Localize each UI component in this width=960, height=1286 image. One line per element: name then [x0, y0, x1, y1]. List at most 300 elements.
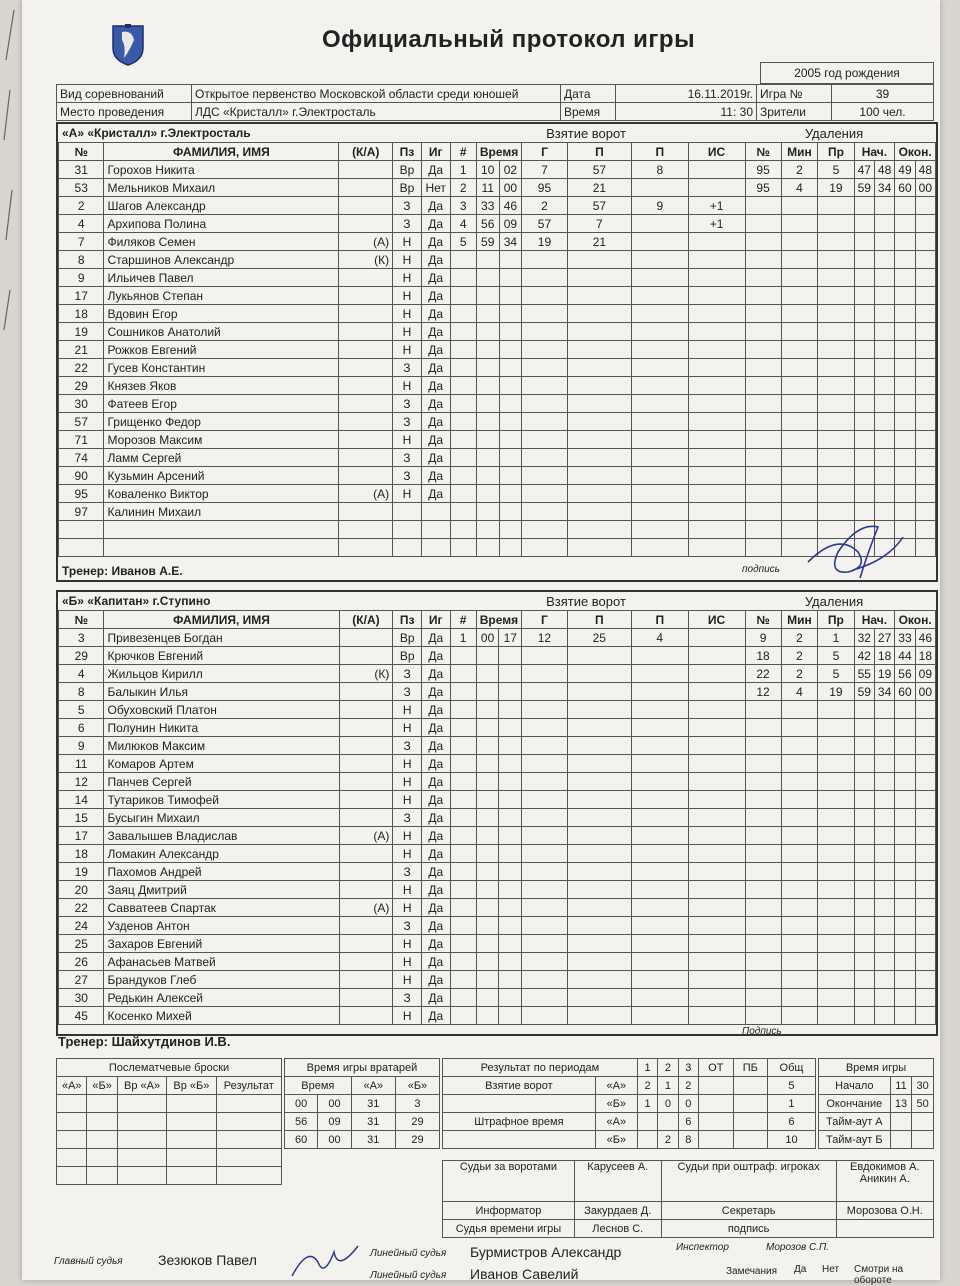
cell: Фатеев Егор	[104, 395, 339, 413]
cell: Обуховский Платон	[104, 701, 339, 719]
cell: 50	[912, 1095, 934, 1113]
cell: Нач.	[854, 611, 895, 629]
cell: 18	[745, 647, 781, 665]
cell: Рожков Евгений	[104, 341, 339, 359]
cell: Да	[421, 935, 450, 953]
cell: 11	[59, 755, 104, 773]
cell: «Б»	[595, 1095, 637, 1113]
cell: «А»	[595, 1113, 637, 1131]
cell: 8	[632, 161, 689, 179]
cell: Балыкин Илья	[104, 683, 339, 701]
cell: Н	[393, 881, 422, 899]
cell: 18	[915, 647, 935, 665]
table-row	[59, 485, 936, 503]
cell: 31	[351, 1113, 395, 1131]
cell: 2	[678, 1077, 698, 1095]
cell	[339, 215, 393, 233]
cell: Мин	[781, 611, 818, 629]
cell: 59	[854, 179, 874, 197]
table-row	[59, 269, 936, 287]
cell: Н	[393, 323, 422, 341]
cell	[339, 917, 393, 935]
table-row	[59, 863, 936, 881]
cell: 19	[522, 233, 567, 251]
linesman1-name: Бурмистров Александр	[470, 1244, 622, 1260]
cell: 60	[895, 179, 915, 197]
cell	[733, 1113, 767, 1131]
cell: Да	[421, 719, 450, 737]
cell: Да	[421, 341, 450, 359]
cell: 25	[567, 629, 631, 647]
cell: П	[632, 143, 689, 161]
team-a-block	[56, 122, 938, 582]
cell: 34	[874, 179, 894, 197]
cell	[912, 1113, 934, 1131]
cell: Н	[393, 791, 422, 809]
table-row	[59, 683, 936, 701]
cell: 21	[567, 179, 631, 197]
cell: 46	[499, 197, 522, 215]
cell: 5	[818, 665, 854, 683]
cell	[339, 935, 393, 953]
shootouts-table	[56, 1058, 282, 1198]
team-a-goals-title: Взятие ворот	[546, 126, 626, 141]
summary-table	[818, 1058, 934, 1149]
cell	[339, 989, 393, 1007]
inspector-name: Морозов С.П.	[766, 1242, 830, 1253]
cell: 9	[745, 629, 781, 647]
cell	[637, 1131, 657, 1149]
cell: 57	[522, 215, 567, 233]
cell: «Б»	[595, 1131, 637, 1149]
cell: 1	[818, 629, 854, 647]
cell: Пр	[818, 143, 854, 161]
table-row	[59, 215, 936, 233]
cell: 6	[678, 1113, 698, 1131]
periods-table	[442, 1058, 816, 1158]
cell: 2	[781, 629, 818, 647]
cell: Да	[421, 953, 450, 971]
margin-scribble	[0, 0, 22, 420]
officials-row	[50, 1242, 940, 1286]
cell	[421, 503, 450, 521]
cell: Взятие ворот	[443, 1077, 596, 1095]
cell: 0	[678, 1095, 698, 1113]
officials-table	[442, 1160, 934, 1246]
cell: 95	[59, 485, 104, 503]
cell: 17	[59, 827, 104, 845]
cell: 59	[854, 683, 874, 701]
cell: 19	[59, 863, 104, 881]
cell: Да	[421, 287, 450, 305]
cell: Ломакин Александр	[104, 845, 339, 863]
cell: ИС	[688, 143, 745, 161]
cell: Старшинов Александр	[104, 251, 339, 269]
cell: Полунин Никита	[104, 719, 339, 737]
cell: Да	[421, 251, 450, 269]
cell: №	[59, 143, 104, 161]
cell: Окончание	[819, 1095, 891, 1113]
cell: 90	[59, 467, 104, 485]
cell: 00	[476, 629, 499, 647]
cell: Шагов Александр	[104, 197, 339, 215]
table-row	[59, 827, 936, 845]
cell	[339, 701, 393, 719]
cell: 29	[395, 1131, 439, 1149]
cell: «Б»	[87, 1077, 117, 1095]
cell: Да	[421, 917, 450, 935]
table-row	[59, 971, 936, 989]
cell: Тайм-аут А	[819, 1113, 891, 1131]
cell: Да	[421, 269, 450, 287]
cell: Иг	[421, 143, 450, 161]
cell: Горохов Никита	[104, 161, 339, 179]
cell: Тайм-аут Б	[819, 1131, 891, 1149]
cell	[339, 323, 393, 341]
summary-block	[56, 1052, 934, 1248]
cell: (А)	[339, 827, 393, 845]
cell: «А»	[351, 1077, 395, 1095]
linesman-label-2: Линейный судья	[370, 1270, 447, 1281]
cell: 21	[567, 233, 631, 251]
cell: 3	[678, 1059, 698, 1077]
team-a-pen-title: Удаления	[804, 126, 864, 141]
cell: 1	[767, 1095, 815, 1113]
cell: 5	[818, 161, 854, 179]
cell: Да	[421, 809, 450, 827]
cell: Вр	[393, 161, 422, 179]
cell: Время игры	[819, 1059, 934, 1077]
table-row	[59, 809, 936, 827]
cell: Бусыгин Михаил	[104, 809, 339, 827]
cell: Редькин Алексей	[104, 989, 339, 1007]
cell: Савватеев Спартак	[104, 899, 339, 917]
cell: Время	[285, 1077, 352, 1095]
cell: Калинин Михаил	[104, 503, 339, 521]
team-a-name: «А» «Кристалл» г.Электросталь	[62, 126, 251, 140]
cell: Н	[393, 953, 422, 971]
cell: Штрафное время	[443, 1113, 596, 1131]
cell: Общ	[767, 1059, 815, 1077]
cell	[339, 647, 393, 665]
cell	[339, 791, 393, 809]
cell: З	[393, 395, 422, 413]
cell: Да	[421, 467, 450, 485]
cell	[339, 449, 393, 467]
cell	[890, 1113, 912, 1131]
cell: 19	[818, 179, 854, 197]
team-b-pen-title: Удаления	[804, 594, 864, 609]
cell: 00	[915, 683, 935, 701]
cell	[632, 179, 689, 197]
cell: 00	[318, 1131, 351, 1149]
cell: 11	[890, 1077, 912, 1095]
cell: Да	[421, 1007, 450, 1025]
cell: 12	[59, 773, 104, 791]
cell: ИС	[688, 611, 745, 629]
cell	[688, 233, 745, 251]
cell: 26	[59, 953, 104, 971]
cell: 71	[59, 431, 104, 449]
goalie-times-table	[284, 1058, 440, 1158]
cell: Мельников Михаил	[104, 179, 339, 197]
cell: 12	[745, 683, 781, 701]
cell: Иг	[421, 611, 450, 629]
cell: Н	[393, 827, 422, 845]
cell: Пз	[393, 143, 422, 161]
team-a-sign-label: подпись	[742, 564, 780, 575]
cell	[339, 845, 393, 863]
table-row	[59, 899, 936, 917]
cell: 25	[59, 935, 104, 953]
cell: 20	[59, 881, 104, 899]
table-row	[59, 503, 936, 521]
cell: 3	[59, 629, 104, 647]
cell: 8	[59, 683, 104, 701]
summary-table	[442, 1160, 934, 1238]
cell: Н	[393, 305, 422, 323]
team-b-block	[56, 590, 938, 1036]
cell: 4	[59, 215, 104, 233]
cell: Сошников Анатолий	[104, 323, 339, 341]
cell: 2	[637, 1077, 657, 1095]
cell: +1	[688, 197, 745, 215]
cell	[890, 1131, 912, 1149]
cell: 7	[522, 161, 567, 179]
cell: «А»	[595, 1077, 637, 1095]
cell	[658, 1113, 678, 1131]
cell: 4	[450, 215, 476, 233]
table-row	[59, 431, 936, 449]
table-row	[59, 323, 936, 341]
cell: 33	[895, 629, 915, 647]
cell: 57	[59, 413, 104, 431]
cell: Да	[421, 881, 450, 899]
cell: 95	[745, 161, 781, 179]
cell: З	[393, 197, 422, 215]
cell: 46	[915, 629, 935, 647]
cell: 09	[318, 1113, 351, 1131]
cell: 55	[854, 665, 874, 683]
linesman-label: Линейный судья	[370, 1248, 447, 1259]
cell: Пз	[393, 611, 422, 629]
cell: Да	[421, 323, 450, 341]
cell: П	[567, 611, 631, 629]
cell: Н	[393, 701, 422, 719]
emblem-icon	[110, 22, 146, 66]
cell: 1	[658, 1077, 678, 1095]
cell: 49	[895, 161, 915, 179]
cell	[688, 179, 745, 197]
cell	[699, 1113, 734, 1131]
cell: Вр	[393, 629, 422, 647]
cell: 0	[658, 1095, 678, 1113]
cell: Да	[421, 161, 450, 179]
cell: Время	[476, 611, 521, 629]
cell: 7	[567, 215, 631, 233]
cell: Тутариков Тимофей	[104, 791, 339, 809]
cell: Да	[421, 683, 450, 701]
cell: 1	[450, 629, 476, 647]
table-row	[59, 701, 936, 719]
cell: ФАМИЛИЯ, ИМЯ	[104, 611, 339, 629]
cell: Н	[393, 755, 422, 773]
cell	[339, 683, 393, 701]
cell: Н	[393, 1007, 422, 1025]
cell: 22	[59, 899, 104, 917]
cell	[339, 755, 393, 773]
table-row	[59, 161, 936, 179]
cell: 48	[915, 161, 935, 179]
cell: 5	[59, 701, 104, 719]
cell: №	[745, 143, 781, 161]
cell: 2	[781, 665, 818, 683]
cell: 9	[59, 269, 104, 287]
referee-name: Зезюков Павел	[158, 1252, 257, 1268]
cell: З	[393, 989, 422, 1007]
cell: 2	[781, 647, 818, 665]
cell: 9	[59, 737, 104, 755]
cell	[632, 233, 689, 251]
cell: (А)	[339, 899, 393, 917]
cell: Филяков Семен	[104, 233, 339, 251]
cell: Судья времени игры	[443, 1220, 575, 1238]
cell: 02	[499, 161, 522, 179]
cell: Да	[421, 899, 450, 917]
cell: Да	[421, 449, 450, 467]
cell: Вр	[393, 179, 422, 197]
cell: 44	[895, 647, 915, 665]
cell: Да	[421, 197, 450, 215]
cell: 30	[59, 395, 104, 413]
cell: Евдокимов А. Аникин А.	[836, 1161, 933, 1202]
cell	[339, 305, 393, 323]
cell: З	[393, 917, 422, 935]
cell: 33	[476, 197, 499, 215]
coach-a-signature	[798, 522, 908, 582]
cell: 10	[476, 161, 499, 179]
table-row	[59, 737, 936, 755]
cell: З	[393, 665, 422, 683]
summary-table	[56, 1058, 282, 1185]
cell: Н	[393, 899, 422, 917]
cell: Привезенцев Богдан	[104, 629, 339, 647]
cell	[339, 773, 393, 791]
cell: Комаров Артем	[104, 755, 339, 773]
cell: 8	[59, 251, 104, 269]
cell: Да	[421, 665, 450, 683]
cell: Секретарь	[661, 1202, 836, 1220]
table-row	[59, 791, 936, 809]
cell: 6	[767, 1113, 815, 1131]
cell: Результат по периодам	[443, 1059, 638, 1077]
cell	[393, 503, 422, 521]
cell	[339, 881, 393, 899]
remarks-label: Замечания	[726, 1266, 778, 1277]
cell: 2	[658, 1131, 678, 1149]
cell: Г	[522, 611, 567, 629]
cell: 57	[567, 161, 631, 179]
table-row	[59, 719, 936, 737]
table-row	[59, 197, 936, 215]
table-row	[59, 359, 936, 377]
cell: ПБ	[733, 1059, 767, 1077]
table-row	[59, 629, 936, 647]
cell: 31	[351, 1095, 395, 1113]
cell: 29	[59, 377, 104, 395]
cell	[339, 179, 393, 197]
cell: 17	[499, 629, 522, 647]
cell: 57	[567, 197, 631, 215]
cell: 56	[895, 665, 915, 683]
table-row	[59, 773, 936, 791]
cell	[339, 197, 393, 215]
cell: Кузьмин Арсений	[104, 467, 339, 485]
team-a-coach: Тренер: Иванов А.Е.	[62, 564, 183, 578]
cell: Князев Яков	[104, 377, 339, 395]
summary-table	[442, 1058, 816, 1149]
cell: Окон.	[895, 143, 936, 161]
cell: Н	[393, 845, 422, 863]
cell: Н	[393, 251, 422, 269]
cell: З	[393, 863, 422, 881]
cell: 5	[767, 1077, 815, 1095]
game-time-table	[818, 1058, 934, 1158]
cell: Брандуков Глеб	[104, 971, 339, 989]
cell: 95	[745, 179, 781, 197]
table-row	[59, 1007, 936, 1025]
cell: 29	[395, 1113, 439, 1131]
cell: З	[393, 467, 422, 485]
cell: Судьи за воротами	[443, 1161, 575, 1202]
cell: 2	[59, 197, 104, 215]
cell: 18	[59, 845, 104, 863]
cell: Н	[393, 287, 422, 305]
cell: 95	[522, 179, 567, 197]
cell	[632, 215, 689, 233]
cell: 30	[59, 989, 104, 1007]
cell: 00	[318, 1095, 351, 1113]
cell	[339, 359, 393, 377]
cell: «Б»	[395, 1077, 439, 1095]
cell	[688, 629, 745, 647]
table-row	[59, 377, 936, 395]
cell: Морозова О.Н.	[836, 1202, 933, 1220]
cell: Да	[421, 305, 450, 323]
cell: Да	[421, 971, 450, 989]
cell: Н	[393, 341, 422, 359]
cell	[699, 1095, 734, 1113]
cell: 21	[59, 341, 104, 359]
cell: 19	[818, 683, 854, 701]
cell: 9	[632, 197, 689, 215]
cell: 45	[59, 1007, 104, 1025]
cell: 5	[450, 233, 476, 251]
year-box: 2005 год рождения	[760, 62, 934, 84]
cell	[339, 737, 393, 755]
cell	[339, 161, 393, 179]
cell: З	[393, 413, 422, 431]
cell	[699, 1077, 734, 1095]
cell: 97	[59, 503, 104, 521]
table-row	[59, 413, 936, 431]
cell: Время игры вратарей	[285, 1059, 440, 1077]
cell: З	[393, 683, 422, 701]
cell	[699, 1131, 734, 1149]
cell	[339, 503, 393, 521]
cell: Да	[421, 845, 450, 863]
cell: П	[631, 611, 688, 629]
